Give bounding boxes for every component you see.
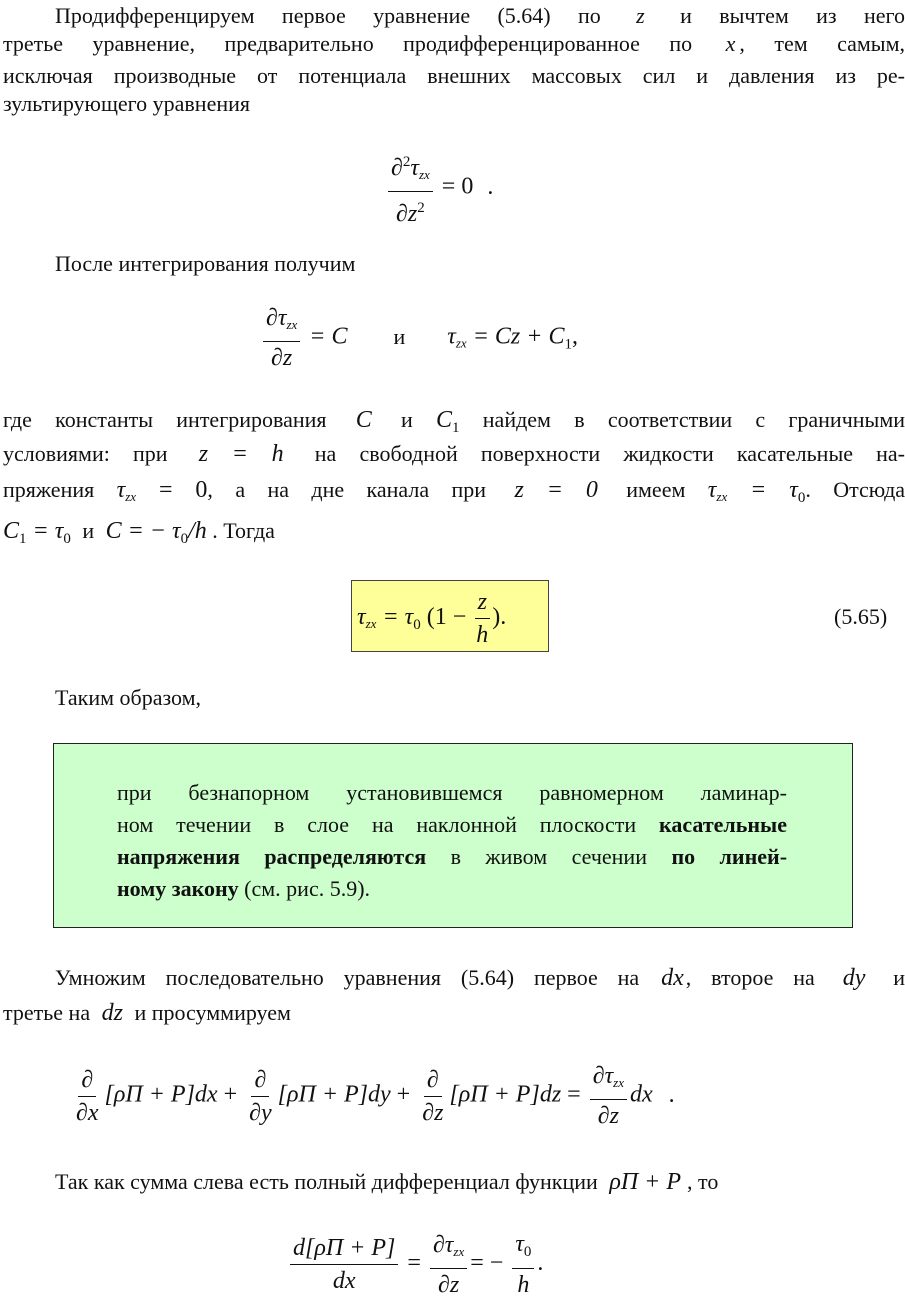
- para1-line4: зультирующего уравнения: [3, 91, 251, 116]
- para3-line4: $C_1 = \tau_0$ и C = − $\tau_0/h$ . Тогда: [3, 518, 275, 547]
- var-z: z: [636, 3, 645, 28]
- para1-line2: третье уравнение, предварительно продифференцированное по x , тем самым,: [3, 31, 905, 56]
- para3-line1: где константы интегрирования C и $C_1$ найдем в соответствии с граничными: [3, 407, 905, 436]
- para5-line2: третье на dz и просуммируем: [3, 1000, 291, 1026]
- equation-3: $\frac{\partial}{\partial x}$ [ρΠ + P]dx + $\frac{\partial}{\partial y}$ [ρΠ + P]dy + $\frac{\partial}{\partial z}$ [ρΠ + P]dz = $\frac{\partial\tau_{zx}}{\partial z}$ dx .: [76, 1063, 675, 1129]
- equation-1: $\frac{\partial^2\tau_{zx}}{\partial z^2}$ = 0 .: [385, 148, 493, 228]
- var-x: x: [725, 31, 736, 56]
- conclusion-text: при безнапорном установившемся равномерном ламинар- ном течении в слое на наклонной плоскости касательные напряжения распределяются в живом сечении по линей- ному закону (см. рис. 5.9).: [117, 780, 788, 901]
- para6: Так как сумма слева есть полный дифференциал функции ρΠ + P , то: [55, 1169, 719, 1195]
- para3-line3: пряжения $\tau_{zx} = 0$, а на дне канала при z = 0 имеем $\tau_{zx} = \tau_0$. Отсюда: [3, 477, 905, 506]
- para2: После интегрирования получим: [55, 251, 356, 276]
- para5-line1: Умножим последовательно уравнения (5.64) первое на dx, второе на dy и: [55, 965, 905, 991]
- equation-2: $\frac{\partial\tau_{zx}}{\partial z}$ = C и $\tau_{zx} = Cz + C_1$,: [260, 304, 578, 372]
- para1-line3: исключая производные от потенциала внешних массовых сил и давления из ре-: [3, 63, 905, 88]
- equation-4: $\frac{d[\rho\Pi + P]}{dx}$ = $\frac{\partial\tau_{zx}}{\partial z}$ = − $\frac{\tau_0}{h}$ .: [287, 1230, 543, 1299]
- para1-line1: Продифференцируем первое уравнение (5.64) по z и вычтем из него: [55, 3, 905, 28]
- para4: Таким образом,: [55, 685, 202, 710]
- equation-5-65: $\tau_{zx} = \tau_0$ (1 − $\frac{z}{h}$ ).: [357, 589, 507, 648]
- para3-line2: условиями: при z = h на свободной поверхности жидкости касательные на-: [3, 441, 905, 467]
- equation-number-5-65: (5.65): [834, 604, 888, 629]
